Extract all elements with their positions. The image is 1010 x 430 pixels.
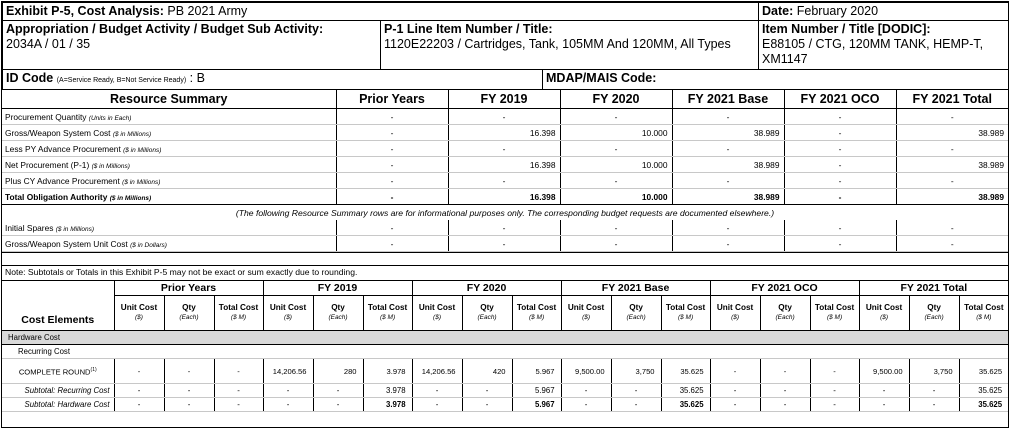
ce-value-cell: - — [164, 398, 214, 412]
ce-value-cell: - — [114, 384, 164, 398]
resource-summary-value: - — [784, 125, 896, 141]
ce-subcolumn-header — [710, 296, 760, 331]
ce-subcolumn-unit: ($) — [880, 314, 889, 321]
resource-summary-value: - — [784, 141, 896, 157]
ce-value-cell: - — [214, 384, 263, 398]
item-number-label: Item Number / Title [DODIC]: — [762, 22, 931, 36]
ce-value-cell: - — [313, 384, 363, 398]
ce-subcolumn-label: Total Cost — [516, 303, 557, 312]
ce-value-cell: - — [561, 384, 611, 398]
ce-value-cell: - — [859, 398, 909, 412]
ce-subcolumn-header — [959, 296, 1008, 331]
appropriation-value: 2034A / 01 / 35 — [6, 37, 91, 51]
ce-value-cell: 35.625 — [661, 384, 710, 398]
resource-summary-value: - — [896, 173, 1008, 189]
resource-summary-unit: ($ in Millions) — [112, 130, 152, 138]
ce-value-cell: 420 — [462, 359, 512, 384]
informational-value: - — [784, 220, 896, 236]
ce-subcolumn-unit: ($ M) — [528, 314, 545, 321]
informational-row — [2, 236, 1008, 252]
cost-elements-group-header — [2, 281, 1008, 296]
ce-subcolumn-label: Qty — [629, 303, 643, 312]
complete-round-name — [2, 359, 114, 384]
ce-value-cell: - — [164, 384, 214, 398]
resource-summary-value: 10.000 — [560, 125, 672, 141]
informational-value: - — [672, 236, 784, 252]
ce-value-cell: 35.625 — [661, 359, 710, 384]
subtotal-hardware-row — [2, 398, 1008, 412]
rs-col-prior-years: Prior Years — [336, 90, 448, 109]
ce-group-prior-years: Prior Years — [114, 281, 263, 296]
resource-summary-value: - — [336, 109, 448, 125]
informational-label: Initial Spares — [5, 222, 54, 233]
ce-value-cell: 14,206.56 — [412, 359, 462, 384]
ce-subcolumn-label: Total Cost — [814, 303, 855, 312]
resource-summary-label: Total Obligation Authority — [5, 191, 108, 202]
ce-subcolumn-label: Unit Cost — [269, 303, 307, 312]
resource-summary-label: Net Procurement (P-1) — [5, 159, 90, 170]
date-cell — [759, 3, 1009, 21]
ce-value-cell: 35.625 — [959, 384, 1008, 398]
resource-summary-unit: ($ in Millions) — [91, 162, 130, 170]
resource-summary-value: - — [336, 173, 448, 189]
rs-col-fy2019: FY 2019 — [448, 90, 560, 109]
ce-subcolumn-unit: (Each) — [179, 314, 199, 321]
ce-group-fy2021-oco: FY 2021 OCO — [710, 281, 859, 296]
resource-summary-value: - — [784, 189, 896, 205]
ce-value-cell: - — [710, 359, 760, 384]
rounding-note: Note: Subtotals or Totals in this Exhibit P-5 may not be exact or sum exactly due to rounding. — [2, 265, 1008, 281]
ce-value-cell: - — [263, 398, 313, 412]
ce-value-cell: 280 — [313, 359, 363, 384]
ce-value-cell: - — [462, 398, 512, 412]
ce-group-fy2019: FY 2019 — [263, 281, 412, 296]
resource-summary-value: 10.000 — [560, 157, 672, 173]
informational-value: - — [448, 236, 560, 252]
resource-summary-value: - — [560, 141, 672, 157]
ce-value-cell: 3.978 — [363, 359, 412, 384]
resource-summary-value: 38.989 — [896, 189, 1008, 205]
ce-subcolumn-unit: ($) — [284, 314, 292, 321]
mdap-label: MDAP/MAIS Code: — [546, 71, 657, 85]
ce-value-cell: 5.967 — [512, 398, 561, 412]
ce-value-cell: - — [561, 398, 611, 412]
ce-value-cell: - — [214, 359, 263, 384]
resource-summary-value: - — [336, 141, 448, 157]
resource-summary-label-cell — [2, 157, 336, 173]
rs-col-fy2021-base: FY 2021 Base — [672, 90, 784, 109]
ce-group-fy2021-base: FY 2021 Base — [561, 281, 710, 296]
ce-value-cell: - — [810, 359, 859, 384]
ce-value-cell: - — [859, 384, 909, 398]
date-label: Date: — [762, 4, 794, 18]
resource-summary-label: Less PY Advance Procurement — [5, 143, 121, 154]
informational-label-cell — [2, 236, 336, 252]
recurring-cost-label: Recurring Cost — [2, 345, 1008, 359]
ce-subcolumn-unit: (Each) — [328, 314, 348, 321]
resource-summary-row — [2, 157, 1008, 173]
cost-elements-title: Cost Elements — [2, 281, 114, 331]
date-value: February 2020 — [796, 4, 879, 18]
informational-rows — [2, 220, 1008, 252]
hardware-cost-label: Hardware Cost — [2, 331, 1008, 345]
resource-summary-table — [2, 90, 1008, 252]
ce-subcolumn-unit: ($ M) — [826, 314, 843, 321]
ce-subcolumn-unit: (Each) — [477, 314, 497, 321]
resource-summary-value: - — [448, 109, 560, 125]
exhibit-identification — [2, 20, 1009, 70]
p1-line-item-value: 1120E22203 / Cartridges, Tank, 105MM And 120MM, All Types — [384, 37, 731, 51]
ce-value-cell: - — [214, 398, 263, 412]
resource-summary-row — [2, 109, 1008, 125]
ce-subcolumn-unit: ($ M) — [976, 314, 992, 321]
ce-value-cell: - — [760, 384, 810, 398]
ce-value-cell: - — [462, 384, 512, 398]
ce-value-cell: - — [810, 398, 859, 412]
ce-value-cell: - — [263, 384, 313, 398]
p5-exhibit-page — [1, 1, 1009, 428]
id-code-row — [2, 69, 1009, 90]
ce-subcolumn-header — [412, 296, 462, 331]
ce-subcolumn-header — [363, 296, 412, 331]
resource-summary-row — [2, 173, 1008, 189]
ce-subcolumn-header — [810, 296, 859, 331]
resource-summary-unit: (Units in Each) — [88, 114, 132, 122]
ce-value-cell: 5.967 — [512, 359, 561, 384]
resource-summary-value: 16.398 — [448, 125, 560, 141]
ce-subcolumn-label: Qty — [331, 303, 345, 312]
ce-value-cell: - — [611, 384, 661, 398]
subtotal-hardware-label: Subtotal: Hardware Cost — [2, 398, 114, 412]
resource-summary-value: - — [672, 141, 784, 157]
exhibit-header — [2, 2, 1009, 21]
informational-unit: ($ in Millions) — [55, 225, 95, 233]
ce-value-cell: - — [760, 398, 810, 412]
ce-subcolumn-header — [313, 296, 363, 331]
cost-elements-table — [2, 281, 1008, 412]
ce-subcolumn-unit: (Each) — [626, 314, 646, 321]
rs-col-fy2021-oco: FY 2021 OCO — [784, 90, 896, 109]
exhibit-label: Exhibit P-5, Cost Analysis: — [6, 4, 164, 18]
ce-value-cell: 3.978 — [363, 384, 412, 398]
ce-value-cell: - — [909, 384, 959, 398]
ce-subcolumn-unit: (Each) — [924, 314, 944, 321]
informational-note-row — [2, 205, 1008, 221]
resource-summary-value: - — [784, 109, 896, 125]
ce-value-cell: 35.625 — [959, 359, 1008, 384]
ce-subcolumn-header — [661, 296, 710, 331]
ce-value-cell: - — [114, 359, 164, 384]
recurring-cost-row — [2, 345, 1008, 359]
resource-summary-label-cell — [2, 141, 336, 157]
ce-value-cell: - — [909, 398, 959, 412]
resource-summary-value: - — [448, 173, 560, 189]
id-code-value: : B — [189, 71, 205, 85]
resource-summary-unit: ($ in Millions) — [109, 194, 152, 202]
ce-value-cell: - — [760, 359, 810, 384]
resource-summary-value: - — [784, 157, 896, 173]
ce-subcolumn-label: Unit Cost — [120, 303, 158, 312]
resource-summary-label-cell — [2, 125, 336, 141]
resource-summary-label-cell — [2, 189, 336, 205]
ce-value-cell: 9,500.00 — [561, 359, 611, 384]
resource-summary-value: - — [336, 157, 448, 173]
ce-group-fy2021-total: FY 2021 Total — [859, 281, 1008, 296]
informational-label: Gross/Weapon System Unit Cost — [5, 238, 128, 249]
resource-summary-value: - — [448, 141, 560, 157]
hardware-cost-row — [2, 331, 1008, 345]
resource-summary-value: - — [896, 141, 1008, 157]
informational-value: - — [784, 236, 896, 252]
resource-summary-title: Resource Summary — [2, 90, 336, 109]
ce-value-cell: 5.967 — [512, 384, 561, 398]
ce-subcolumn-header — [164, 296, 214, 331]
ce-value-cell: 14,206.56 — [263, 359, 313, 384]
ce-value-cell: 3,750 — [611, 359, 661, 384]
ce-value-cell: - — [810, 384, 859, 398]
resource-summary-value: 38.989 — [672, 189, 784, 205]
resource-summary-rows — [2, 109, 1008, 205]
informational-note: (The following Resource Summary rows are for informational purposes only. The corresponding budget requests are documented elsewhere.) — [235, 207, 775, 218]
exhibit-value: PB 2021 Army — [167, 4, 248, 18]
resource-summary-value: - — [672, 173, 784, 189]
ce-subcolumn-header — [561, 296, 611, 331]
ce-subcolumn-label: Qty — [182, 303, 196, 312]
ce-subcolumn-header — [114, 296, 164, 331]
exhibit-title-cell — [3, 3, 759, 21]
ce-value-cell: - — [313, 398, 363, 412]
ce-group-fy2020: FY 2020 — [412, 281, 561, 296]
resource-summary-row — [2, 141, 1008, 157]
ce-subcolumn-header — [462, 296, 512, 331]
ce-subcolumn-label: Unit Cost — [418, 303, 456, 312]
ce-subcolumn-unit: ($ M) — [677, 314, 694, 321]
ce-subcolumn-label: Unit Cost — [865, 303, 903, 312]
id-code-legend: (A=Service Ready, B=Not Service Ready) — [56, 77, 187, 84]
ce-value-cell: 35.625 — [661, 398, 710, 412]
resource-summary-unit: ($ in Millions) — [123, 146, 162, 154]
resource-summary-label: Plus CY Advance Procurement — [5, 175, 120, 186]
resource-summary-value: - — [336, 125, 448, 141]
section-gap — [2, 252, 1008, 265]
resource-summary-value: 38.989 — [672, 125, 784, 141]
ce-value-cell: - — [412, 398, 462, 412]
ce-value-cell: 3,750 — [909, 359, 959, 384]
ce-subcolumn-header — [909, 296, 959, 331]
ce-subcolumn-unit: ($) — [135, 314, 143, 321]
ce-subcolumn-label: Qty — [778, 303, 792, 312]
ce-subcolumn-label: Total Cost — [964, 303, 1004, 312]
id-code-cell — [3, 70, 543, 90]
ce-subcolumn-label: Qty — [927, 303, 941, 312]
resource-summary-row — [2, 125, 1008, 141]
resource-summary-row — [2, 189, 1008, 205]
mdap-cell — [543, 70, 1009, 90]
informational-value: - — [560, 220, 672, 236]
ce-subcolumn-unit: ($ M) — [379, 314, 396, 321]
ce-subcolumn-label: Unit Cost — [567, 303, 605, 312]
informational-value: - — [336, 236, 448, 252]
ce-value-cell: - — [412, 384, 462, 398]
informational-value: - — [896, 220, 1008, 236]
resource-summary-value: - — [560, 173, 672, 189]
ce-subcolumn-unit: ($) — [433, 314, 441, 321]
complete-round-row — [2, 359, 1008, 384]
rs-col-fy2020: FY 2020 — [560, 90, 672, 109]
ce-value-cell: - — [611, 398, 661, 412]
ce-subcolumn-header — [263, 296, 313, 331]
id-code-label: ID Code — [6, 71, 54, 85]
ce-value-cell: - — [710, 384, 760, 398]
resource-summary-value: - — [896, 109, 1008, 125]
resource-summary-value: - — [784, 173, 896, 189]
informational-value: - — [336, 220, 448, 236]
ce-value-cell: 35.625 — [959, 398, 1008, 412]
rs-col-fy2021-total: FY 2021 Total — [896, 90, 1008, 109]
subtotal-recurring-row — [2, 384, 1008, 398]
resource-summary-label-cell — [2, 173, 336, 189]
informational-value: - — [560, 236, 672, 252]
informational-value: - — [672, 220, 784, 236]
informational-value: - — [896, 236, 1008, 252]
ce-value-cell: - — [164, 359, 214, 384]
ce-subcolumn-unit: ($) — [582, 314, 591, 321]
resource-summary-value: 16.398 — [448, 189, 560, 205]
ce-subcolumn-label: Unit Cost — [716, 303, 754, 312]
informational-row — [2, 220, 1008, 236]
ce-subcolumn-unit: ($) — [731, 314, 740, 321]
complete-round-label: COMPLETE ROUND — [18, 367, 91, 377]
ce-subcolumn-header — [512, 296, 561, 331]
item-number-value: E88105 / CTG, 120MM TANK, HEMP-T, XM1147 — [762, 37, 984, 66]
informational-label-cell — [2, 220, 336, 236]
p1-line-item-cell — [381, 21, 759, 70]
appropriation-cell — [3, 21, 381, 70]
resource-summary-value: 38.989 — [896, 157, 1008, 173]
resource-summary-label: Procurement Quantity — [5, 111, 87, 122]
resource-summary-label: Gross/Weapon System Cost — [5, 127, 111, 138]
resource-summary-unit: ($ in Millions) — [122, 178, 161, 186]
ce-subcolumn-label: Total Cost — [665, 303, 706, 312]
resource-summary-value: 38.989 — [672, 157, 784, 173]
resource-summary-value: 10.000 — [560, 189, 672, 205]
subtotal-recurring-label: Subtotal: Recurring Cost — [2, 384, 114, 398]
ce-value-cell: 3.978 — [363, 398, 412, 412]
p1-line-item-label: P-1 Line Item Number / Title: — [384, 22, 553, 36]
resource-summary-value: 38.989 — [896, 125, 1008, 141]
resource-summary-value: - — [672, 109, 784, 125]
ce-value-cell: 9,500.00 — [859, 359, 909, 384]
ce-subcolumn-unit: (Each) — [775, 314, 795, 321]
appropriation-label: Appropriation / Budget Activity / Budget Sub Activity: — [6, 22, 324, 36]
resource-summary-value: 16.398 — [448, 157, 560, 173]
ce-subcolumn-label: Total Cost — [218, 303, 259, 312]
ce-subcolumn-header — [611, 296, 661, 331]
cost-elements-subheader — [2, 296, 1008, 331]
resource-summary-header — [2, 90, 1008, 109]
resource-summary-value: - — [336, 189, 448, 205]
ce-subcolumn-label: Total Cost — [367, 303, 408, 312]
ce-subcolumn-header — [214, 296, 263, 331]
ce-value-cell: - — [710, 398, 760, 412]
ce-value-cell: - — [114, 398, 164, 412]
ce-subcolumn-label: Qty — [480, 303, 494, 312]
informational-value: - — [448, 220, 560, 236]
item-number-cell — [759, 21, 1009, 70]
ce-subcolumn-header — [760, 296, 810, 331]
resource-summary-label-cell — [2, 109, 336, 125]
complete-round-footnote: (1) — [90, 366, 97, 373]
ce-subcolumn-unit: ($ M) — [230, 314, 247, 321]
informational-unit: ($ in Dollars) — [130, 241, 167, 249]
resource-summary-value: - — [560, 109, 672, 125]
ce-subcolumn-header — [859, 296, 909, 331]
